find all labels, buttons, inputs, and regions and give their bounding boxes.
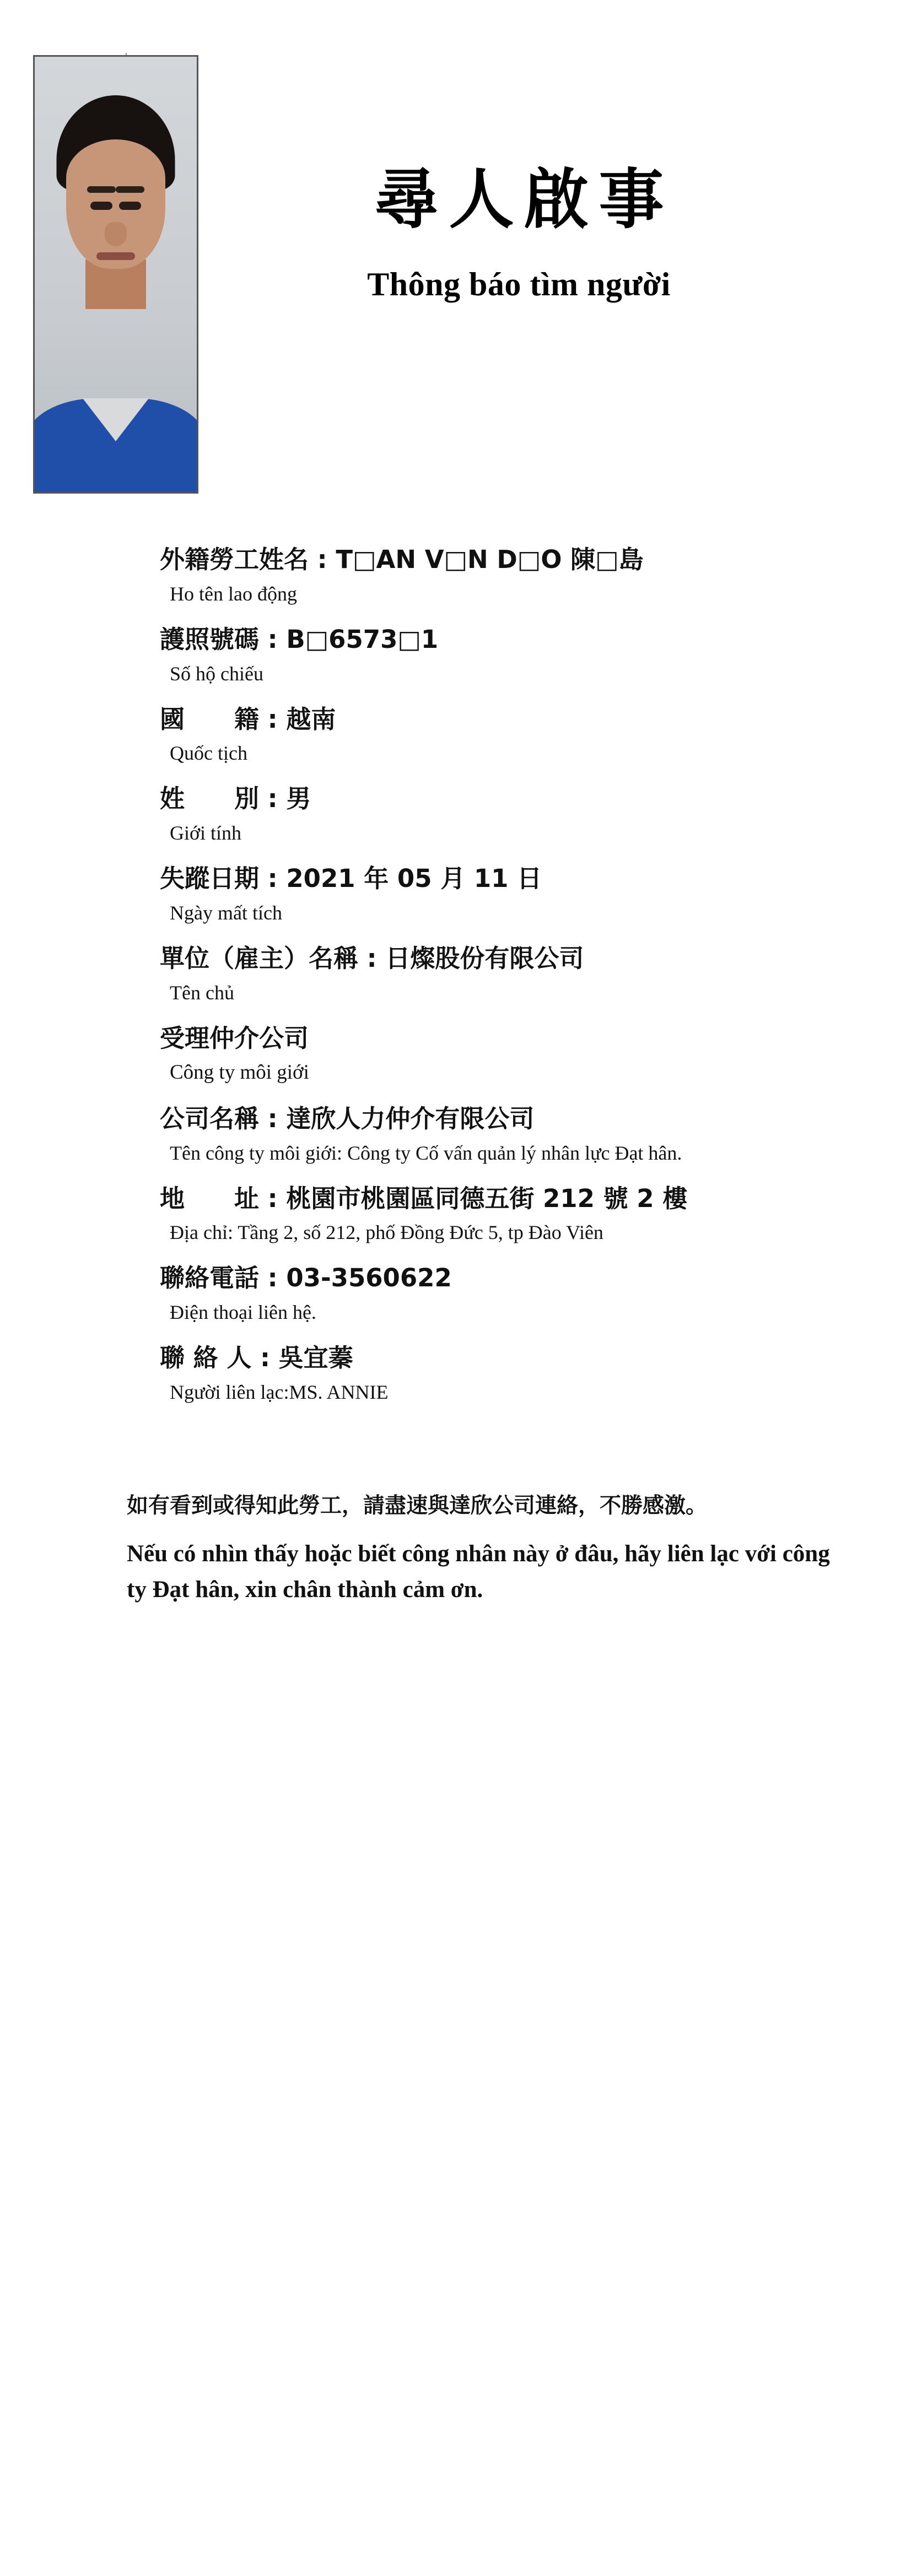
title-block	[198, 55, 911, 304]
field-employer-name	[160, 942, 911, 1008]
agency-heading-chinese: 受理仲介公司	[160, 1023, 309, 1053]
gender-chinese: 姓 別 : 男	[160, 784, 311, 814]
contact-phone-chinese: 聯絡電話 : 03-3560622	[160, 1263, 452, 1293]
agency-company-name-chinese: 公司名稱 : 達欣人力仲介有限公司	[160, 1103, 535, 1133]
footer-notice	[0, 1421, 911, 1608]
field-nationality	[160, 703, 911, 769]
contact-person-vietnamese: Người liên lạc:MS. ANNIE	[170, 1381, 389, 1403]
page-title-chinese: 尋人啟事	[374, 161, 674, 237]
field-worker-name	[160, 543, 911, 609]
nationality-vietnamese: Quốc tịch	[170, 742, 247, 765]
agency-address-chinese: 地 址 : 桃園市桃園區同德五街 212 號 2 樓	[160, 1183, 688, 1213]
field-agency-address	[160, 1182, 911, 1248]
agency-company-name-vietnamese: Tên công ty môi giới: Công ty Cố vấn quản lý nhân lực Đạt hân.	[170, 1141, 682, 1164]
worker-photo	[33, 55, 198, 494]
field-agency-company-name	[160, 1102, 911, 1168]
contact-person-chinese: 聯 絡 人 : 吳宜蓁	[160, 1343, 353, 1372]
gender-vietnamese: Giới tính	[170, 822, 242, 844]
missing-date-vietnamese: Ngày mất tích	[170, 901, 282, 924]
field-agency-heading	[160, 1022, 911, 1088]
page-title-vietnamese: Thông báo tìm người	[367, 266, 671, 302]
field-passport-number	[160, 623, 911, 689]
field-list	[0, 494, 911, 1407]
footer-notice-vietnamese: Nếu có nhìn thấy hoặc biết công nhân này ở đâu, hãy liên lạc với công ty Đạt hân, xin chân thành cảm ơn.	[127, 1541, 830, 1603]
notice-header	[0, 0, 911, 494]
agency-address-vietnamese: Địa chỉ: Tầng 2, số 212, phố Đồng Đức 5, tp Đào Viên	[170, 1221, 603, 1244]
field-gender	[160, 782, 911, 848]
passport-number-vietnamese: Số hộ chiếu	[170, 662, 263, 685]
field-contact-person	[160, 1341, 911, 1407]
contact-phone-vietnamese: Điện thoại liên hệ.	[170, 1301, 316, 1323]
field-contact-phone	[160, 1262, 911, 1327]
nationality-chinese: 國 籍 : 越南	[160, 704, 336, 734]
field-missing-date	[160, 862, 911, 928]
worker-name-chinese: 外籍勞工姓名 : T□AN V□N D□O 陳□島	[160, 545, 644, 574]
agency-heading-vietnamese: Công ty môi giới	[170, 1061, 309, 1084]
employer-name-vietnamese: Tên chủ	[170, 981, 234, 1004]
footer-notice-chinese: 如有看到或得知此勞工，請盡速與達欣公司連絡，不勝感激。	[127, 1493, 708, 1518]
employer-name-chinese: 單位（雇主）名稱 : 日燦股份有限公司	[160, 943, 584, 973]
worker-name-vietnamese: Ho tên lao động	[170, 582, 297, 605]
missing-date-chinese: 失蹤日期 : 2021 年 05 月 11 日	[160, 864, 542, 893]
passport-number-chinese: 護照號碼 : B□6573□1	[160, 624, 439, 654]
portrait-container	[0, 55, 198, 494]
